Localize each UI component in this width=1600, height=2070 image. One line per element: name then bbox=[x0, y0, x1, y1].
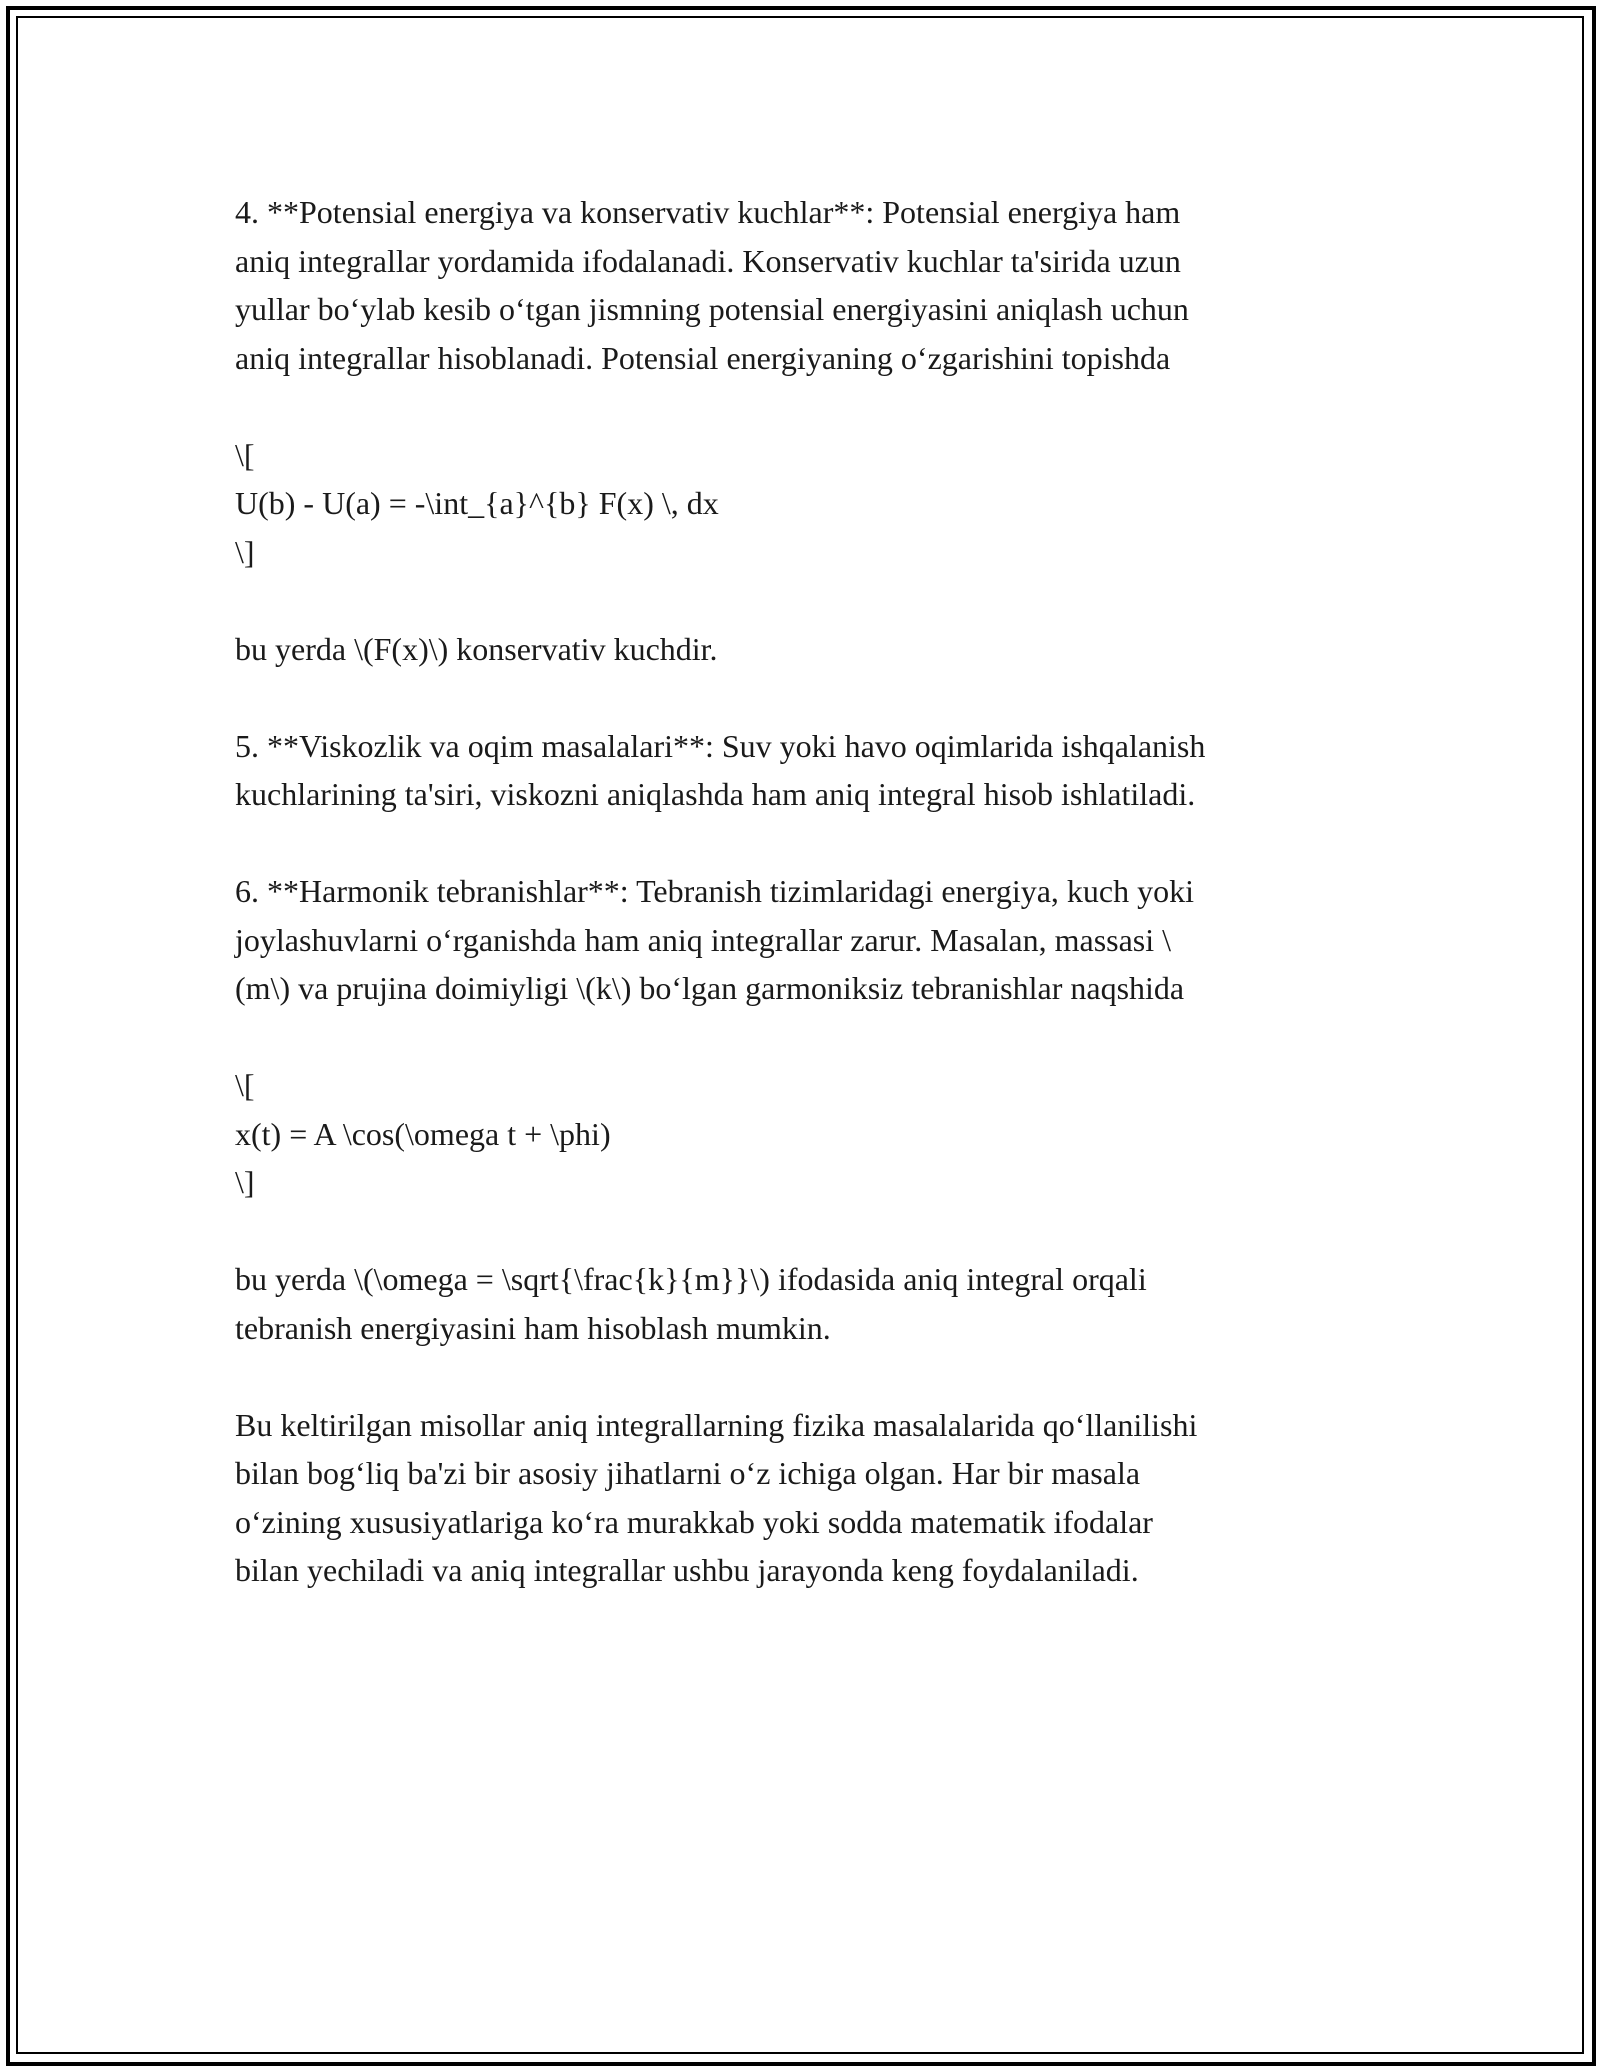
blank-line bbox=[235, 1352, 1365, 1401]
text-line: \[ bbox=[235, 1067, 255, 1103]
text-line: joylashuvlarni o‘rganishda ham aniq integrallar zarur. Masalan, massasi \ bbox=[235, 921, 1172, 958]
text-line: kuchlarining ta'siri, viskozni aniqlashda ham aniq integral hisob ishlatiladi. bbox=[235, 776, 1196, 812]
blank-line bbox=[235, 1013, 1365, 1062]
text-line: yullar bo‘ylab kesib o‘tgan jismning potensial energiyasini aniqlash uchun bbox=[235, 291, 1189, 327]
document-body bbox=[235, 188, 1365, 1595]
text-line: aniq integrallar hisoblanadi. Potensial energiyaning o‘zgarishini topishda bbox=[235, 339, 1171, 376]
blank-line bbox=[235, 1207, 1365, 1256]
blank-line bbox=[235, 819, 1365, 868]
text-line: aniq integrallar yordamida ifodalanadi. Konservativ kuchlar ta'sirida uzun bbox=[235, 242, 1181, 279]
text-line: 6. **Harmonik tebranishlar**: Tebranish tizimlaridagi energiya, kuch yoki bbox=[235, 873, 1194, 909]
text-line: \[ bbox=[235, 436, 255, 473]
text-line: (m\) va prujina doimiyligi \(k\) bo‘lgan garmoniksiz tebranishlar naqshida bbox=[235, 970, 1185, 1006]
blank-line bbox=[235, 382, 1365, 431]
text-line: Bu keltirilgan misollar aniq integrallarning fizika masalalarida qo‘llanilishi bbox=[235, 1406, 1198, 1443]
text-line: x(t) = A \cos(\omega t + \phi) bbox=[235, 1115, 611, 1152]
text-line: bilan yechiladi va aniq integrallar ushbu jarayonda keng foydalaniladi. bbox=[235, 1552, 1139, 1588]
text-line: bu yerda \(F(x)\) konservativ kuchdir. bbox=[235, 630, 718, 667]
text-line: bilan bog‘liq ba'zi bir asosiy jihatlarni o‘z ichiga olgan. Har bir masala bbox=[235, 1455, 1141, 1491]
text-line: \] bbox=[235, 533, 255, 570]
text-line: \] bbox=[235, 1164, 255, 1200]
text-line: o‘zining xususiyatlariga ko‘ra murakkab yoki sodda matematik ifodalar bbox=[235, 1503, 1153, 1540]
blank-line bbox=[235, 673, 1365, 722]
blank-line bbox=[235, 576, 1365, 625]
text-line: tebranish energiyasini ham hisoblash mumkin. bbox=[235, 1309, 831, 1346]
text-line: bu yerda \(\omega = \sqrt{\frac{k}{m}}\) ifodasida aniq integral orqali bbox=[235, 1261, 1147, 1297]
text-line: 4. **Potensial energiya va konservativ kuchlar**: Potensial energiya ham bbox=[235, 194, 1181, 230]
text-line: U(b) - U(a) = -\int_{a}^{b} F(x) \, dx bbox=[235, 485, 719, 521]
text-line: 5. **Viskozlik va oqim masalalari**: Suv yoki havo oqimlarida ishqalanish bbox=[235, 727, 1206, 764]
